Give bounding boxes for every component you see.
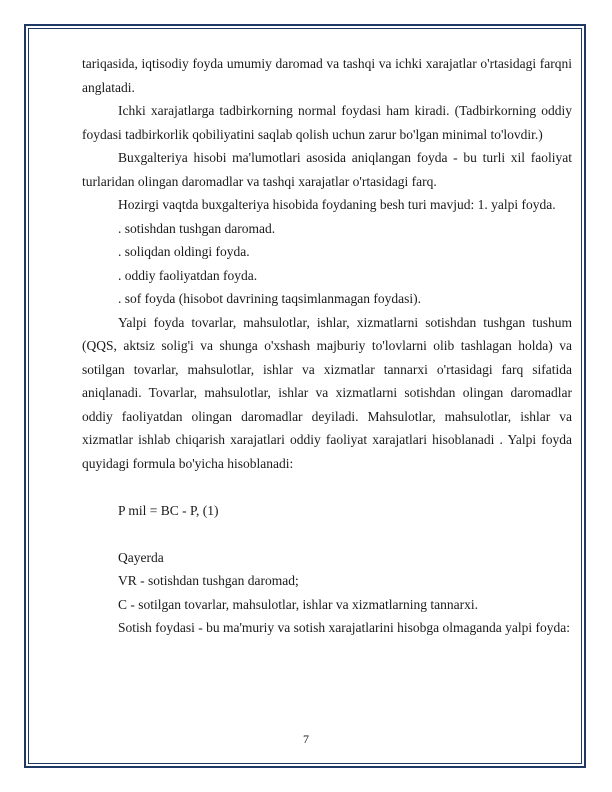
paragraph-intro: tariqasida, iqtisodiy foyda umumiy daromad va tashqi va ichki xarajatlar o'rtasidagi farqni anglatadi.: [82, 56, 572, 95]
paragraph-sales-profit: Sotish foydasi - bu ma'muriy va sotish xarajatlarini hisobga olmaganda yalpi foyda:: [118, 620, 570, 635]
definition-item: C - sotilgan tovarlar, mahsulotlar, ishlar va xizmatlarning tannarxi.: [118, 596, 478, 612]
paragraph-gross-profit: Yalpi foyda tovarlar, mahsulotlar, ishlar, xizmatlarni sotishdan tushgan tushum (QQS, aktsiz solig'i va shunga o'xshash majburiy to'lovlarni olib tashlagan holda) va sotilgan tovarlar, mahsulotlar, ishlar va xizmatlar tannarxi o'rtasidagi farq sifatida aniqlanadi. Tovarlar, mahsulotlar, ishlar va xizmatlarni sotishdan olingan daromadlar oddiy faoliyatdan olingan daromadlar deyiladi. Mahsulotlar, mahsulotlar, ishlar va xizmatlar ishlab chiqarish xarajatlari oddiy faoliyat xarajatlari hisoblanadi . Yalpi foyda quyidagi formula bo'yicha hisoblanadi:: [82, 314, 572, 471]
where-label: Qayerda: [118, 549, 164, 565]
spacer: [82, 475, 572, 499]
paragraph-accounting-profit: Buxgalteriya hisobi ma'lumotlari asosida aniqlangan foyda - bu turli xil faoliyat turlaridan olingan daromadlar va tashqi xarajatlar o'rtasidagi farq.: [82, 150, 572, 189]
paragraph-profit-types: Hozirgi vaqtda buxgalteriya hisobida foydaning besh turi mavjud: 1. yalpi foyda.: [118, 197, 556, 212]
list-item: . soliqdan oldingi foyda.: [118, 244, 250, 259]
page-number: 7: [303, 732, 309, 746]
list-item: . sof foyda (hisobot davrining taqsimlanmagan foydasi).: [118, 291, 421, 306]
paragraph-internal-costs: Ichki xarajatlarga tadbirkorning normal foydasi ham kiradi. (Tadbirkorning oddiy foydasi tadbirkorlik qobiliyatini saqlab qolish uchun zarur bo'lgan minimal to'lovdir.): [82, 103, 572, 142]
list-item: . sotishdan tushgan daromad.: [118, 220, 276, 236]
spacer: [82, 522, 572, 546]
page-content: [82, 52, 572, 640]
list-item: . oddiy faoliyatdan foyda.: [118, 267, 258, 283]
formula: P mil = BC - P, (1): [118, 502, 219, 518]
definition-item: VR - sotishdan tushgan daromad;: [118, 573, 299, 588]
